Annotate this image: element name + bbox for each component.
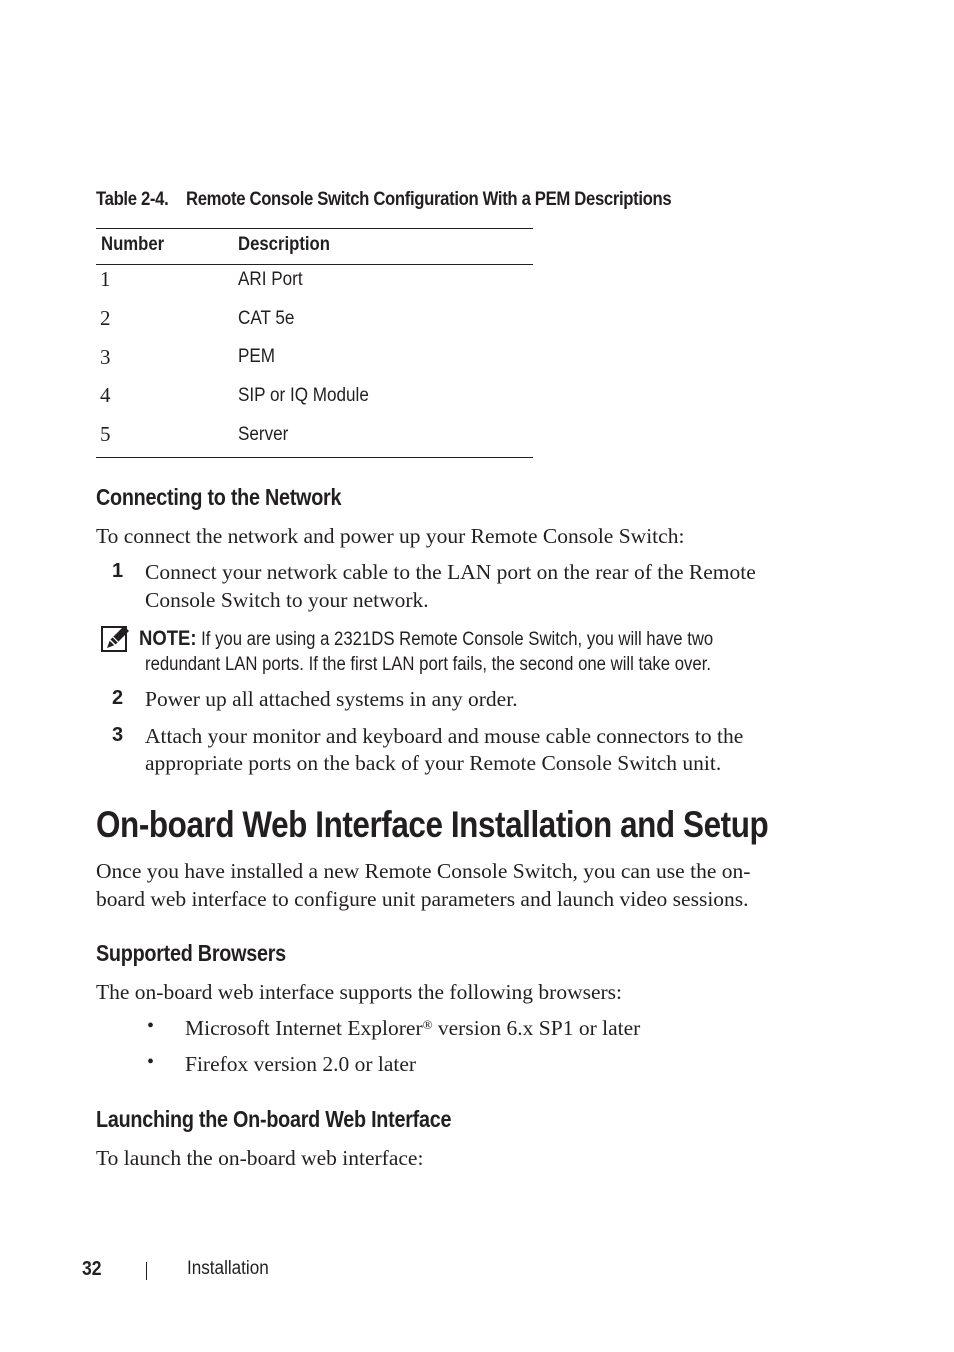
chapter-heading-onboard: On-board Web Interface Installation and Setup <box>96 804 769 845</box>
launching-intro: To launch the on-board web interface: <box>96 1146 424 1170</box>
onboard-paragraph: Once you have installed a new Remote Console Switch, you can use the on- <box>96 859 751 883</box>
step-text: Power up all attached systems in any order. <box>145 687 518 711</box>
footer-divider <box>146 1262 147 1280</box>
note-label: NOTE: <box>139 627 197 650</box>
step-text: Connect your network cable to the LAN port on the rear of the Remote <box>145 560 756 584</box>
registered-mark: ® <box>422 1017 433 1032</box>
list-item-text: version 6.x SP1 or later <box>432 1016 641 1040</box>
list-item: Firefox version 2.0 or later <box>185 1052 417 1076</box>
footer-section: Installation <box>187 1258 269 1279</box>
row-number: 2 <box>100 306 111 330</box>
list-item-text: Microsoft Internet Explorer <box>185 1016 423 1040</box>
table-header-number: Number <box>101 234 165 255</box>
list-item <box>185 1014 640 1042</box>
table-caption <box>96 189 671 211</box>
note-text: If you are using a 2321DS Remote Console Switch, you will have two <box>201 629 714 650</box>
bullet-icon: • <box>147 1051 155 1073</box>
table-caption-label: Table 2-4. <box>96 189 169 210</box>
pencil-note-icon <box>101 624 131 659</box>
step-text: Attach your monitor and keyboard and mouse cable connectors to the <box>145 724 744 748</box>
row-number: 5 <box>100 422 111 446</box>
table-bottom-rule <box>96 457 533 458</box>
step-number: 3 <box>112 724 124 746</box>
onboard-paragraph: board web interface to configure unit parameters and launch video sessions. <box>96 887 749 911</box>
row-description: PEM <box>238 346 276 367</box>
table-caption-title: Remote Console Switch Configuration With a PEM Descriptions <box>185 189 672 210</box>
bullet-icon: • <box>147 1015 155 1037</box>
table-top-rule <box>96 228 533 229</box>
step-number: 1 <box>112 560 124 582</box>
row-number: 3 <box>100 345 111 369</box>
table-header-rule <box>96 264 533 265</box>
row-number: 1 <box>100 267 111 291</box>
page-number: 32 <box>82 1258 102 1280</box>
note-line <box>139 626 713 652</box>
step-number: 2 <box>112 687 124 709</box>
table-header-description: Description <box>238 234 330 255</box>
row-description: SIP or IQ Module <box>238 385 369 406</box>
step-text: Console Switch to your network. <box>145 588 429 612</box>
row-description: CAT 5e <box>238 308 295 329</box>
section-heading-connecting: Connecting to the Network <box>96 484 342 510</box>
row-number: 4 <box>100 383 111 407</box>
row-description: Server <box>238 424 289 445</box>
browsers-intro: The on-board web interface supports the following browsers: <box>96 980 623 1004</box>
step-text: appropriate ports on the back of your Remote Console Switch unit. <box>145 751 722 775</box>
connecting-intro: To connect the network and power up your Remote Console Switch: <box>96 524 685 548</box>
note-text: redundant LAN ports. If the first LAN port fails, the second one will take over. <box>145 654 711 675</box>
section-heading-browsers: Supported Browsers <box>96 940 286 966</box>
section-heading-launching: Launching the On-board Web Interface <box>96 1106 452 1132</box>
row-description: ARI Port <box>238 269 303 290</box>
